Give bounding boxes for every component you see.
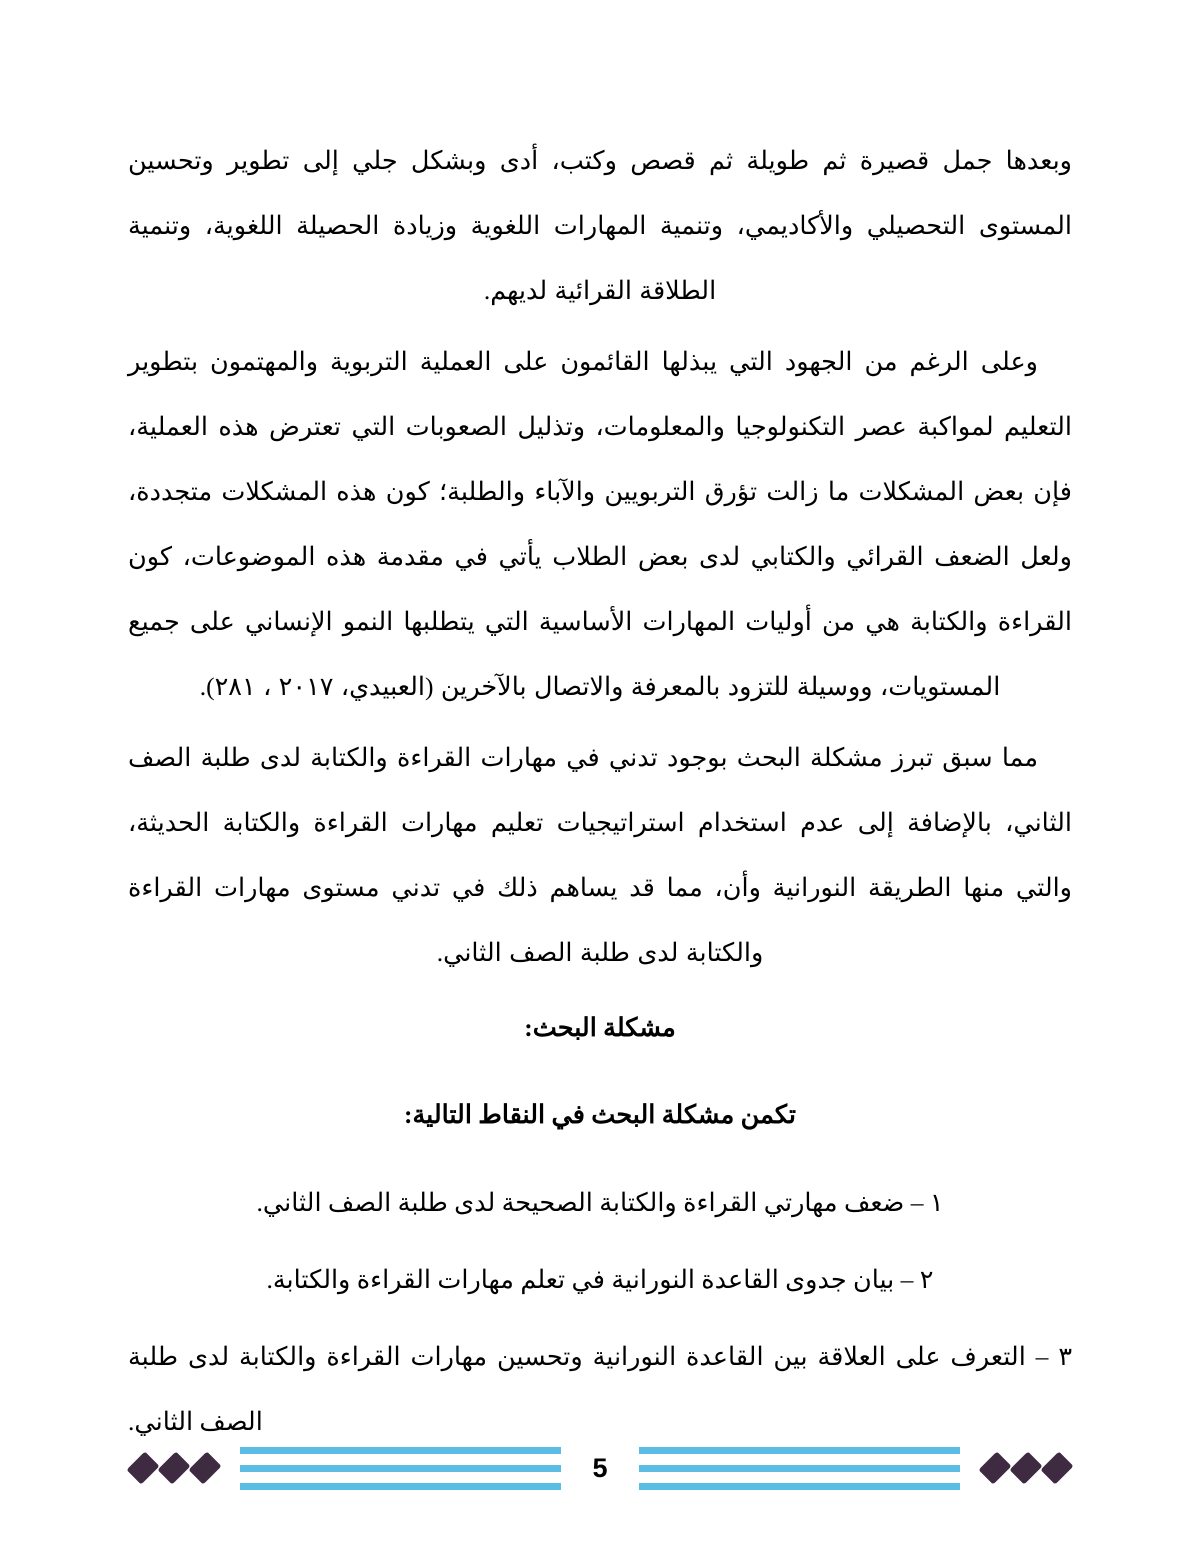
footer-rule-right [639, 1447, 960, 1490]
rule-line [240, 1465, 561, 1472]
diamond-icon [157, 1451, 190, 1484]
paragraph-1: وبعدها جمل قصيرة ثم طويلة ثم قصص وكتب، أدى وبشكل جلي إلى تطوير وتحسين المستوى التحصيلي والأكاديمي، وتنمية المهارات اللغوية وزيادة الحصيلة اللغوية، وتنمية الطلاقة القرائية لديهم. [128, 146, 1072, 306]
rule-line [639, 1465, 960, 1472]
heading-problem-points: تكمن مشكلة البحث في النقاط التالية: [403, 1099, 797, 1129]
list-item [128, 1170, 1072, 1235]
list-item [128, 1247, 1072, 1312]
list-item-label: التعرف على العلاقة بين القاعدة النورانية وتحسين مهارات القراءة والكتابة لدى طلبة الصف الثاني. [128, 1341, 1026, 1436]
diamond-icon [188, 1451, 221, 1484]
list-item-marker: ٢ – [900, 1264, 934, 1294]
rule-line [240, 1483, 561, 1490]
diamond-icon [1040, 1451, 1073, 1484]
rule-line [639, 1483, 960, 1490]
list-item-marker: ٣ – [1035, 1341, 1073, 1371]
research-problem-list [128, 1170, 1072, 1454]
list-item-label: ضعف مهارتي القراءة والكتابة الصحيحة لدى طلبة الصف الثاني. [256, 1187, 905, 1217]
diamond-icon [978, 1451, 1011, 1484]
diamond-icon [126, 1451, 159, 1484]
page-content [128, 128, 1072, 1466]
page-number: 5 [592, 1452, 608, 1483]
footer-diamonds-right [982, 1455, 1070, 1481]
rule-line [639, 1447, 960, 1454]
list-item-marker: ١ – [910, 1187, 944, 1217]
paragraph-3: مما سبق تبرز مشكلة البحث بوجود تدني في مهارات القراءة والكتابة لدى طلبة الصف الثاني، بالإضافة إلى عدم استخدام استراتيجيات تعليم مهارات القراءة والكتابة الحديثة، والتي منها الطريقة النورانية وأن، مما قد يساهم ذلك في تدني مستوى مهارات القراءة والكتابة لدى طلبة الصف الثاني. [128, 743, 1072, 968]
rule-line [240, 1447, 561, 1454]
paragraph-2: وعلى الرغم من الجهود التي يبذلها القائمون على العملية التربوية والمهتمون بتطوير التعليم لمواكبة عصر التكنولوجيا والمعلومات، وتذليل الصعوبات التي تعترض هذه العملية، فإن بعض المشكلات ما زالت تؤرق التربويين والآباء والطلبة؛ كون هذه المشكلات متجددة، ولعل الضعف القرائي والكتابي لدى بعض الطلاب يأتي في مقدمة هذه الموضوعات، كون القراءة والكتابة هي من أوليات المهارات الأساسية التي يتطلبها النمو الإنساني على جميع المستويات، ووسيلة للتزود بالمعرفة والاتصال بالآخرين (العبيدي، ٢٠١٧ ، ٢٨١). [128, 347, 1072, 702]
footer-diamonds-left [130, 1455, 218, 1481]
list-item [128, 1324, 1072, 1454]
heading-research-problem: مشكلة البحث: [524, 1013, 676, 1043]
diamond-icon [1009, 1451, 1042, 1484]
page-footer [0, 1438, 1200, 1498]
footer-rule-left [240, 1447, 561, 1490]
list-item-label: بيان جدوى القاعدة النورانية في تعلم مهارات القراءة والكتابة. [266, 1264, 895, 1294]
